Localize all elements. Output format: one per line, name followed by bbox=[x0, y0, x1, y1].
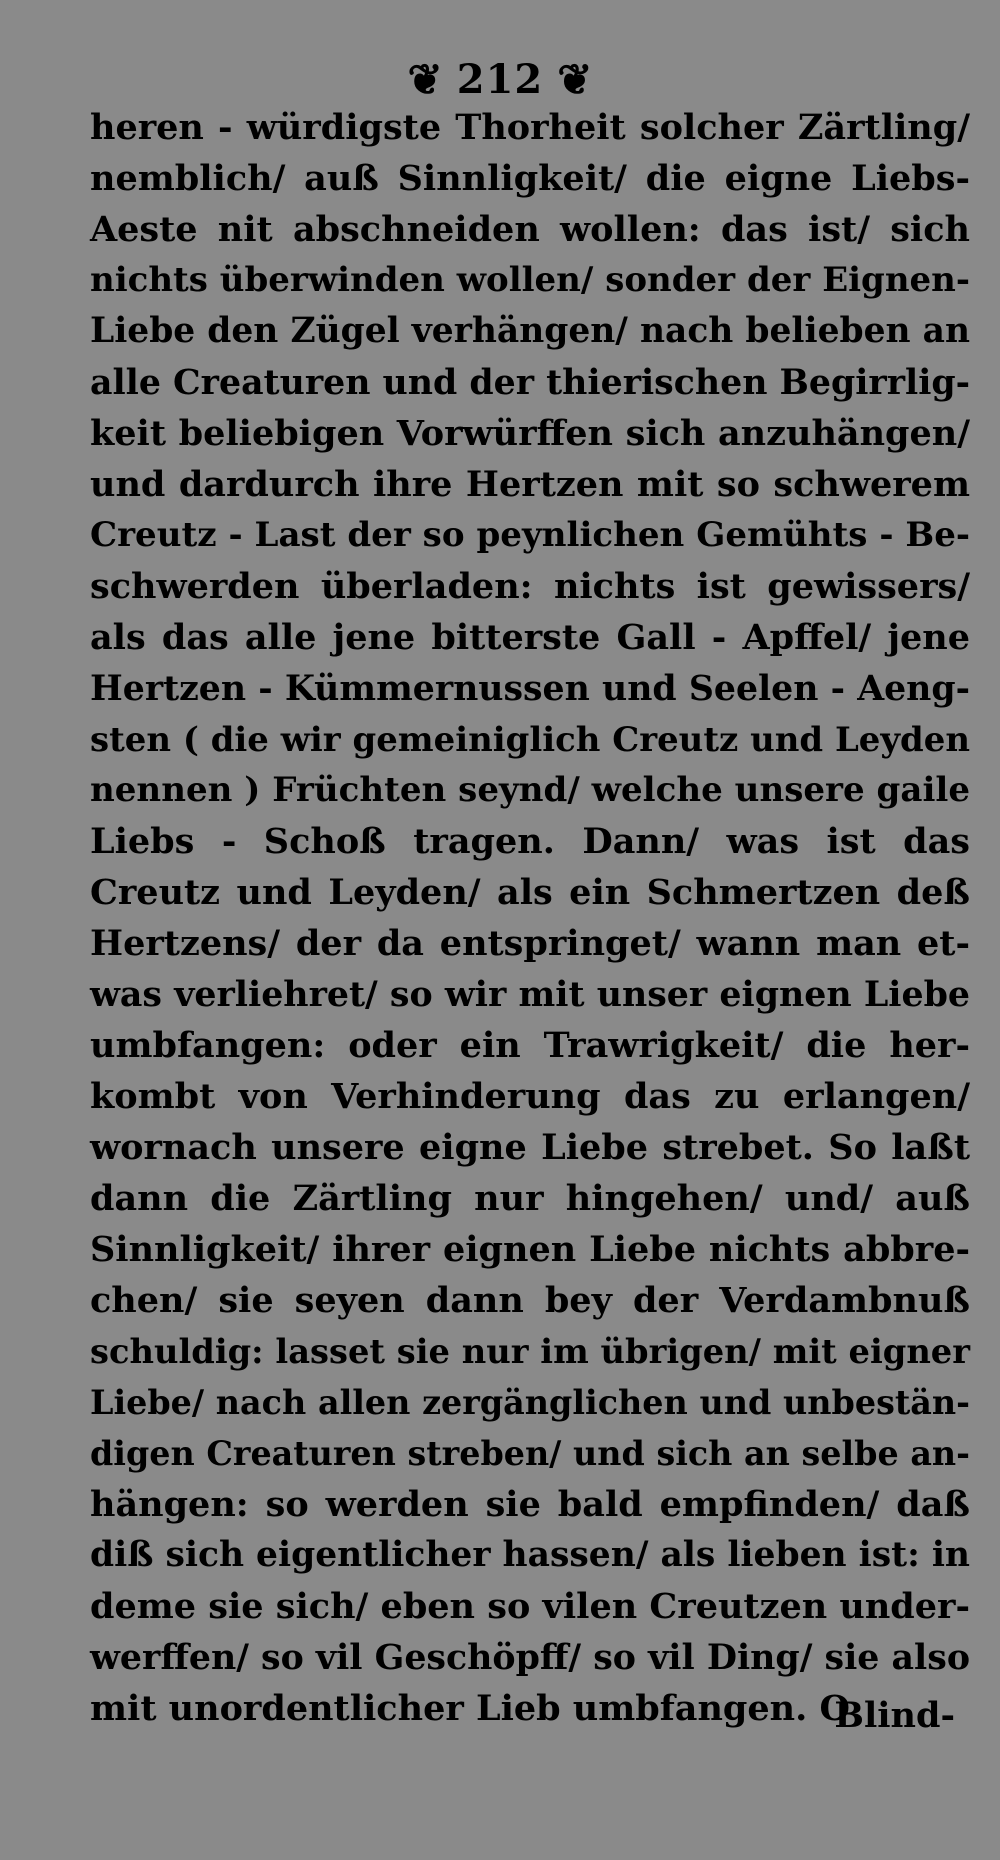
text-line: als das alle jene bitterste Gall - Apffel/ jene bbox=[90, 617, 970, 658]
body-text bbox=[90, 102, 970, 1734]
text-line: hängen: so werden sie bald empfinden/ daß bbox=[90, 1484, 970, 1525]
text-line: was verliehret/ so wir mit unser eignen Liebe bbox=[90, 974, 970, 1015]
text-line: diß sich eigentlicher hassen/ als lieben ist: in bbox=[90, 1535, 970, 1575]
text-line: werffen/ so vil Geschöpff/ so vil Ding/ sie also bbox=[90, 1637, 970, 1678]
text-line: dann die Zärtling nur hingehen/ und/ auß bbox=[90, 1178, 970, 1219]
text-line: Creutz - Last der so peynlichen Gemühts - Be- bbox=[90, 515, 970, 555]
text-line: Creutz und Leyden/ als ein Schmertzen deß bbox=[90, 872, 970, 913]
text-line: heren - würdigste Thorheit solcher Zärtling/ bbox=[90, 107, 970, 148]
text-line: nichts überwinden wollen/ sonder der Eignen- bbox=[90, 260, 970, 300]
text-line: deme sie sich/ eben so vilen Creutzen under- bbox=[90, 1586, 970, 1627]
text-line: nemblich/ auß Sinnligkeit/ die eigne Liebs- bbox=[90, 158, 970, 199]
text-line: Hertzen - Kümmernussen und Seelen - Aeng- bbox=[90, 668, 970, 709]
text-line: Aeste nit abschneiden wollen: das ist/ sich bbox=[90, 209, 970, 250]
text-line: wornach unsere eigne Liebe strebet. So laßt bbox=[90, 1127, 970, 1168]
text-line: Sinnligkeit/ ihrer eignen Liebe nichts abbre- bbox=[90, 1229, 970, 1270]
page-header bbox=[0, 52, 1000, 105]
text-line: und dardurch ihre Hertzen mit so schwerem bbox=[90, 464, 970, 505]
text-line: Liebe/ nach allen zergänglichen und unbestän- bbox=[90, 1383, 970, 1422]
text-line: schuldig: lasset sie nur im übrigen/ mit eigner bbox=[90, 1331, 970, 1371]
text-line: Liebe den Zügel verhängen/ nach belieben an bbox=[90, 311, 970, 351]
page-number: 212 bbox=[456, 56, 544, 103]
fleuron-right-icon: ❦ bbox=[557, 55, 593, 104]
text-line: nennen ) Früchten seynd/ welche unsere gaile bbox=[90, 770, 970, 810]
text-line: digen Creaturen streben/ und sich an selbe an- bbox=[90, 1434, 970, 1473]
text-line: schwerden überladen: nichts ist gewissers/ bbox=[90, 566, 970, 607]
text-line: keit beliebigen Vorwürffen sich anzuhängen/ bbox=[90, 413, 970, 454]
text-line: Liebs - Schoß tragen. Dann/ was ist das bbox=[90, 821, 970, 862]
text-line: chen/ sie seyen dann bey der Verdambnuß bbox=[90, 1280, 970, 1321]
text-line: mit unordentlicher Lieb umbfangen. O bbox=[90, 1688, 850, 1729]
catchword: Blind- bbox=[834, 1695, 955, 1736]
fleuron-left-icon: ❦ bbox=[407, 55, 443, 104]
text-line: alle Creaturen und der thierischen Begirrlig- bbox=[90, 362, 971, 403]
text-line: kombt von Verhinderung das zu erlangen/ bbox=[90, 1076, 970, 1117]
text-line: sten ( die wir gemeiniglich Creutz und Leyden bbox=[90, 719, 970, 759]
text-line: umbfangen: oder ein Trawrigkeit/ die her- bbox=[90, 1025, 970, 1066]
text-line: Hertzens/ der da entspringet/ wann man et- bbox=[90, 923, 970, 964]
